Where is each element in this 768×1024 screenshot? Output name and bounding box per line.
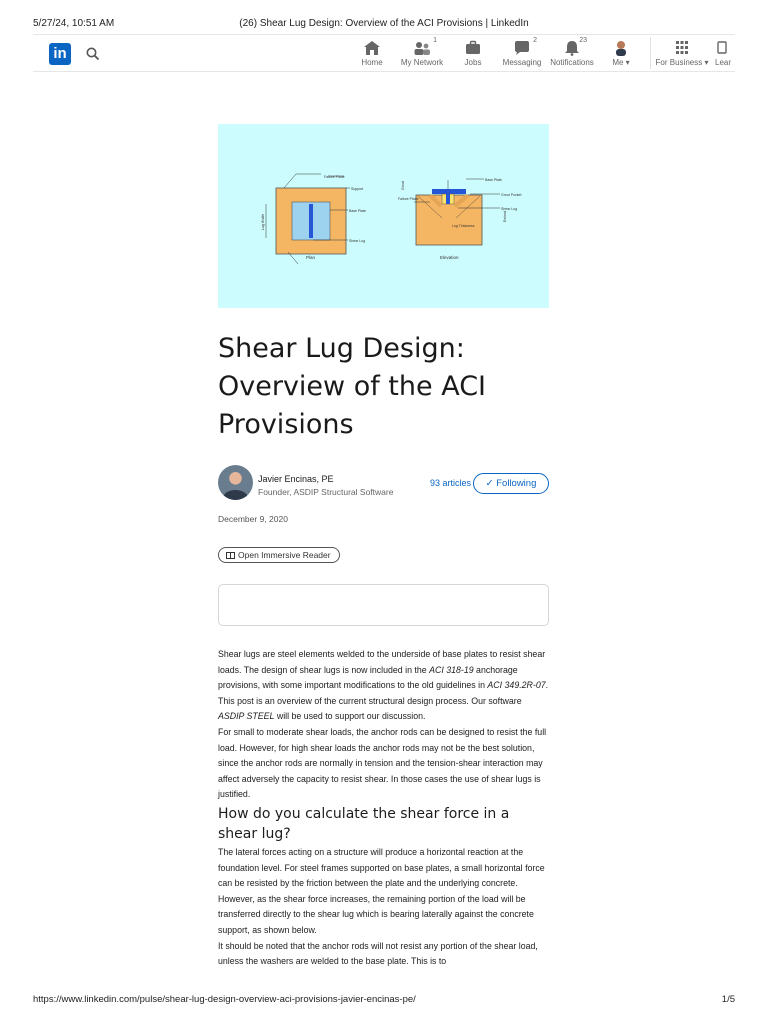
nav-messaging-label: Messaging [502,58,542,67]
article-body [218,647,550,970]
shear-lug-diagram [218,124,549,308]
print-timestamp: 5/27/24, 10:51 AM [33,18,115,29]
nav-notifications[interactable] [549,37,595,67]
linkedin-logo[interactable]: in [49,43,71,65]
plan-label-support: Support [351,187,364,191]
author-name[interactable]: Javier Encinas, PE [258,474,334,484]
nav-home[interactable] [355,40,389,67]
learning-icon [717,40,727,56]
plan-view [261,174,366,264]
elevation-caption: Elevation [440,255,459,260]
paragraph: Shear lugs are steel elements welded to the underside of base plates to resist shear loads. The design of shear lugs is now included in the ACI 318-19 anchorage provisions, with some important modifications to the old guidelines in ACI 349.2R-07. This post is an overview of the current structural design process. Our software ASDIP STEEL will be used to support our discussion. [218,649,549,722]
article-title: Shear Lug Design: Overview of the ACI Provisions [218,333,487,440]
nav-learning-label: Lear [715,58,732,67]
chevron-down-icon: ▾ [623,58,630,67]
article-hero-image [218,124,549,308]
network-icon [413,40,431,56]
elevation-label-failure-plane: Failure Plane [398,197,419,201]
elevation-label-embed: Embed [503,210,507,222]
articles-count-link[interactable]: 93 articles [430,478,472,488]
elevation-label-lug-thickness: Lug Thickness [452,224,475,228]
nav-messaging[interactable] [502,37,542,67]
home-icon [363,40,381,56]
following-button[interactable] [473,473,549,494]
nav-divider [650,37,651,69]
nav-notifications-label: Notifications [550,58,594,67]
plan-caption: Plan [306,255,316,260]
nav-home-label: Home [361,58,383,67]
chevron-down-icon: ▾ [702,58,709,67]
print-page-number: 1/5 [721,994,735,1005]
embed-placeholder [218,584,549,626]
elevation-label-grout: Grout [401,181,405,190]
paragraph: For small to moderate shear loads, the anchor rods can be designed to resist the full load. However, for high shear loads the anchor rods may not be the best solution, since the anchor rods are normally in tension and the tension-shear interaction may affect adversely the capacity to resist shear. In those cases the use of shear lugs is justified. [218,726,547,800]
elevation-label-grout-pocket: Grout Pocket [501,193,522,197]
publish-date: December 9, 2020 [218,514,288,524]
plan-label-lug-width: Lug Width [261,214,265,230]
nav-for-business-label: For Business [655,58,703,67]
nav-me-label: Me [612,58,624,67]
elevation-label-base-plate: Base Plate [485,178,502,182]
grid-icon [673,40,691,56]
avatar-icon [612,40,630,56]
check-icon: ✓ [485,478,497,489]
plan-label-shear-lug: Shear Lug [349,239,366,243]
briefcase-icon [464,40,482,56]
print-page-title: (26) Shear Lug Design: Overview of the ACI Provisions | LinkedIn [239,18,529,29]
paragraph: The lateral forces acting on a structure will produce a horizontal reaction at the foundation level. For steel frames supported on base plates, a small horizontal force can be resisted by the friction between the plate and the underlying concrete. However, as the shear force increases, the remaining portion of the load will be transferred directly to the shear lug which is bearing laterally against the concrete support, as shown below. [218,846,545,935]
author-avatar[interactable] [218,465,253,500]
immersive-reader-button[interactable] [218,547,340,563]
network-badge: 1 [433,37,437,44]
book-icon [226,552,235,559]
nav-my-network[interactable] [397,37,447,67]
paragraph: It should be noted that the anchor rods will not resist any portion of the shear load, unless the washers are welded to the base plate. This is to [218,940,538,967]
nav-my-network-label: My Network [400,58,444,67]
messaging-icon [513,40,531,56]
nav-jobs[interactable] [458,40,488,67]
notifications-badge: 23 [579,37,587,44]
nav-for-business[interactable] [655,40,709,67]
elevation-label-shear-lug: Shear Lug [501,207,518,211]
elevation-view [398,178,521,260]
top-nav [33,34,735,72]
nav-me[interactable] [608,40,634,67]
nav-jobs-label: Jobs [464,58,482,67]
immersive-reader-label: Open Immersive Reader [238,550,331,560]
search-icon[interactable] [85,46,101,62]
author-headline: Founder, ASDIP Structural Software [258,487,394,497]
messaging-badge: 2 [533,37,537,44]
section-heading: How do you calculate the shear force in a shear lug? [218,805,510,842]
plan-label-failure-plane: Failure Plane [324,175,345,179]
plan-label-base-plate: Base Plate [349,209,366,213]
nav-learning[interactable] [715,40,735,67]
print-header [0,0,768,34]
print-url: https://www.linkedin.com/pulse/shear-lug-design-overview-aci-provisions-javier-encinas-pe/ [33,994,416,1005]
following-label: Following [496,478,537,489]
